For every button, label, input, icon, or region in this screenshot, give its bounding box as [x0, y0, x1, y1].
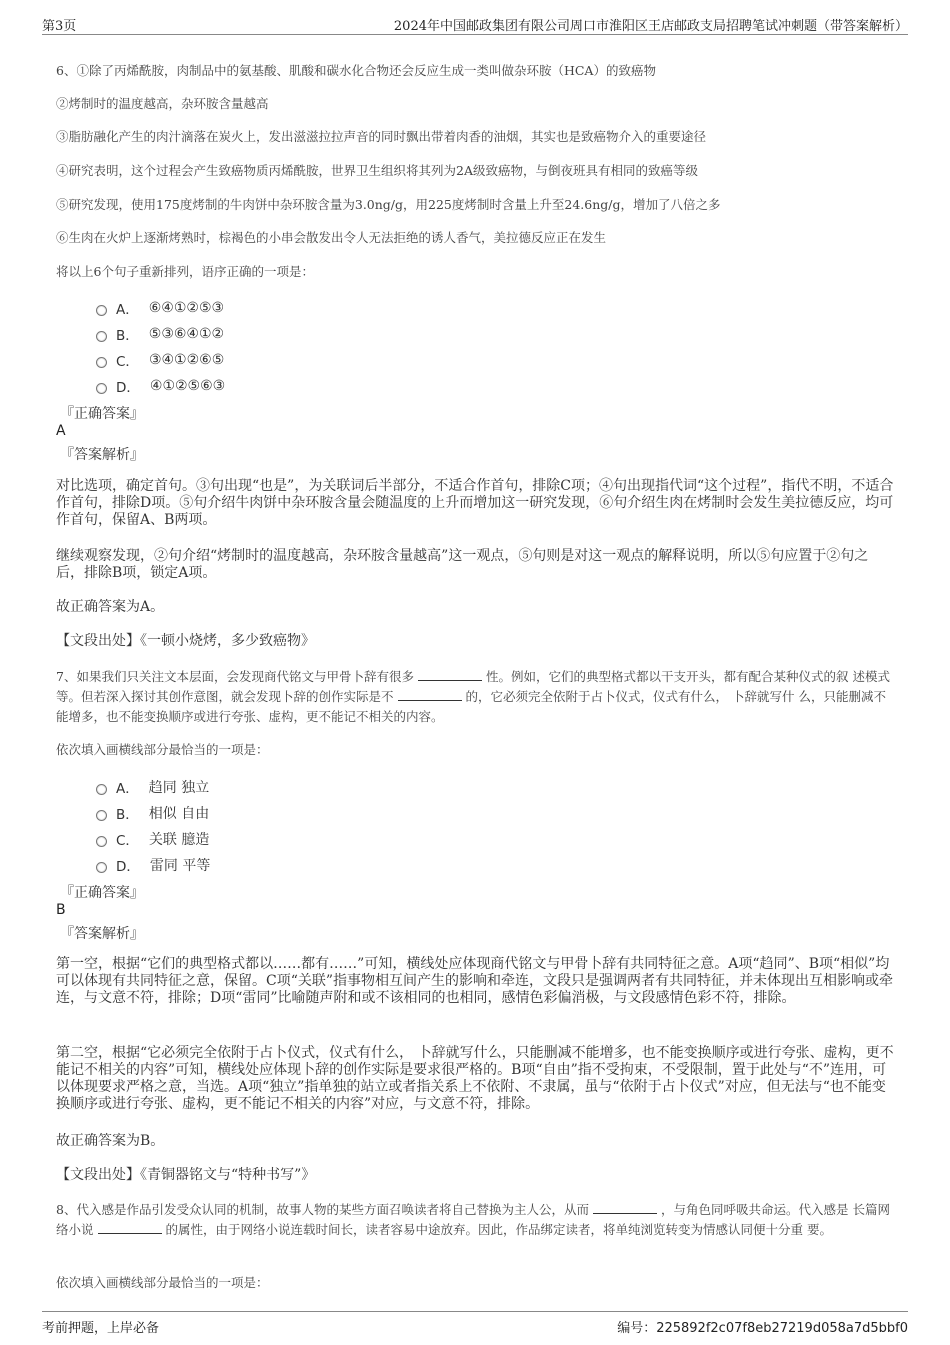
radio-icon[interactable]: [96, 836, 107, 847]
q7-analysis-1: 第一空，根据“它们的典型格式都以……都有……”可知，横线处应体现商代铭文与甲骨卜辞有共同特征之意。A项“趋同”、B项“相似”均可以体现有共同特征之意，保留。C项“关联”指事物相互间产生的影响和牵连，文段只是强调两者有共同特征，并未体现出互相影响或牵连，与文意不符，排除；D项“雷同”比喻随声附和或不该相同的也相同，感情色彩偏消极，与文段感情色彩不符，排除。: [56, 956, 894, 1006]
q6-analysis-heading: 『答案解析』: [60, 447, 144, 463]
option-text: ③④①②⑥⑤: [148, 352, 225, 368]
q7-analysis-2: 第二空，根据“它必须完全依附于占卜仪式，仪式有什么， 卜辞就写什么，只能删减不能增多，也不能变换顺序或进行夸张、虚构，更不能记不相关的内容”可知，横线处应体现卜辞的创作实际是要求很严格的。B项“自由”指不受拘束，不受限制，置于此处与“不”连用，可以体现要求严格之意，当选。A项“独立”指单独的站立或者指关系上不依附、不隶属，虽与“依附于占卜仪式”对应，但无法与“也不能变换顺序或进行夸张、虚构，更不能记不相关的内容”对应，与文意不符，排除。: [56, 1045, 894, 1112]
option-letter: C．: [116, 354, 139, 370]
q8-prompt: 依次填入画横线部分最恰当的一项是：: [56, 1275, 269, 1290]
option-letter: B．: [116, 328, 139, 344]
option-letter: C．: [116, 833, 139, 849]
q6-line-1: 6、①除了丙烯酰胺，肉制品中的氨基酸、肌酸和碳水化合物还会反应生成一类叫做杂环胺（HCA）的致癌物: [56, 63, 656, 78]
option-text: 关联 臆造: [148, 832, 210, 848]
q7-option-b[interactable]: [96, 803, 209, 823]
option-letter: B．: [116, 807, 139, 823]
document-code-label: 编号：: [617, 1321, 657, 1336]
radio-icon[interactable]: [96, 383, 107, 394]
q6-analysis-3: 故正确答案为A。: [56, 599, 165, 615]
document-title: 2024年中国邮政集团有限公司周口市淮阳区王店邮政支局招聘笔试冲刺题（带答案解析）: [393, 19, 908, 34]
q7-stem: [56, 667, 896, 727]
q6-source: 【文段出处】《一顿小烧烤，多少致癌物》: [56, 633, 315, 649]
radio-icon[interactable]: [96, 784, 107, 795]
option-letter: A．: [116, 781, 139, 797]
q6-line-6: ⑥生肉在火炉上逐渐烤熟时，棕褐色的小串会散发出令人无法拒绝的诱人香气，美拉德反应正在发生: [56, 230, 607, 245]
q8-blank-2: [98, 1221, 162, 1234]
q7-stem-part-2: 性。例如，它们的典型格式都以干支开头，都有配合某种仪式的叙: [485, 669, 849, 684]
option-text: ⑤③⑥④①②: [148, 326, 225, 342]
radio-icon[interactable]: [96, 810, 107, 821]
q6-prompt: 将以上6个句子重新排列，语序正确的一项是：: [56, 264, 314, 279]
document-code-value: 225892f2c07f8eb27219d058a7d5bbf0: [656, 1321, 908, 1336]
page-header: [42, 12, 908, 35]
q6-option-c[interactable]: [96, 350, 224, 370]
q7-stem-part-4: 的，它必须完全依附于占卜仪式，仪式有什么， 卜辞就写什: [465, 689, 795, 704]
q8-blank-1: [593, 1201, 657, 1214]
q8-stem: [56, 1200, 896, 1240]
q7-blank-2: [398, 688, 462, 701]
q6-line-4: ④研究表明，这个过程会产生致癌物质丙烯酰胺，世界卫生组织将其列为2A级致癌物，与倒夜班具有相同的致癌等级: [56, 163, 698, 178]
q6-line-2: ②烤制时的温度越高，杂环胺含量越高: [56, 96, 269, 111]
radio-icon[interactable]: [96, 357, 107, 368]
q8-stem-part-4: 的属性，由于网络小说连载时间长，读者容易中途放弃。因此，作品绑定读者，将单纯浏览转变为情感认同便十分重: [165, 1222, 803, 1237]
radio-icon[interactable]: [96, 862, 107, 873]
q7-stem-part-3: 述模式等。但若深入探讨其创作意图，就会发现卜辞的创作实际是不: [56, 669, 890, 704]
page-footer: [42, 1311, 908, 1340]
q7-answer: B: [56, 902, 66, 918]
document-code: [617, 1317, 908, 1336]
q6-analysis-2: 继续观察发现，②句介绍“烤制时的温度越高，杂环胺含量越高”这一观点，⑤句则是对这一观点的解释说明，所以⑤句应置于②句之后，排除B项，锁定A项。: [56, 548, 869, 581]
page-number: 第3页: [42, 19, 77, 34]
q8-stem-part-5: 要。: [806, 1222, 832, 1237]
q8-stem-part-1: 8、代入感是作品引发受众认同的机制，故事人物的某些方面召唤读者将自己替换为主人公，从而: [56, 1202, 589, 1217]
q6-option-a[interactable]: [96, 298, 224, 318]
q6-line-5: ⑤研究发现，使用175度烤制的牛肉饼中杂环胺含量为3.0ng/g，用225度烤制时含量上升至24.6ng/g，增加了八倍之多: [56, 197, 721, 212]
q7-option-d[interactable]: [96, 855, 210, 875]
option-letter: D．: [116, 380, 140, 396]
q7-blank-1: [418, 668, 482, 681]
q6-answer-heading: 『正确答案』: [60, 406, 144, 422]
footer-motto: 考前押题，上岸必备: [42, 1321, 160, 1336]
q7-analysis-3: 故正确答案为B。: [56, 1133, 165, 1149]
q7-answer-heading: 『正确答案』: [60, 885, 144, 901]
q7-stem-part-1: 7、如果我们只关注文本层面，会发现商代铭文与甲骨卜辞有很多: [56, 669, 414, 684]
option-text: 相似 自由: [148, 806, 210, 822]
option-text: 雷同 平等: [149, 858, 211, 874]
q7-prompt: 依次填入画横线部分最恰当的一项是：: [56, 742, 269, 757]
radio-icon[interactable]: [96, 331, 107, 342]
q8-stem-part-3: 长篇网络小说: [56, 1202, 890, 1237]
option-letter: D．: [116, 859, 140, 875]
option-letter: A．: [116, 302, 139, 318]
q8-stem-part-2: ，与角色同呼吸共命运。代入感是: [660, 1202, 849, 1217]
q7-source: 【文段出处】《青铜器铭文与“特种书写”》: [56, 1167, 316, 1183]
option-text: ④①②⑤⑥③: [149, 378, 226, 394]
q6-option-b[interactable]: [96, 324, 224, 344]
radio-icon[interactable]: [96, 305, 107, 316]
option-text: 趋同 独立: [148, 780, 210, 796]
q7-option-a[interactable]: [96, 777, 209, 797]
option-text: ⑥④①②⑤③: [148, 300, 225, 316]
q6-line-3: ③脂肪融化产生的肉汁滴落在炭火上，发出滋滋拉拉声音的同时飘出带着肉香的油烟，其实也是致癌物介入的重要途径: [56, 129, 707, 144]
q7-option-c[interactable]: [96, 829, 209, 849]
q6-analysis-1: 对比选项，确定首句。③句出现“也是”，为关联词后半部分，不适合作首句，排除C项；④句出现指代词“这个过程”，指代不明，不适合作首句，排除D项。⑤句介绍牛肉饼中杂环胺含量会随温度的上升而增加这一研究发现，⑥句介绍生肉在烤制时会发生美拉德反应，均可作首句，保留A、B两项。: [56, 478, 894, 528]
q6-option-d[interactable]: [96, 376, 225, 396]
q7-analysis-heading: 『答案解析』: [60, 926, 144, 942]
q7-stem-part-5: 么，只能删减不能增多，也不能变换顺序或进行夸张、虚构，更不能记不相关的内容。: [56, 689, 886, 724]
q6-answer: A: [56, 423, 66, 439]
